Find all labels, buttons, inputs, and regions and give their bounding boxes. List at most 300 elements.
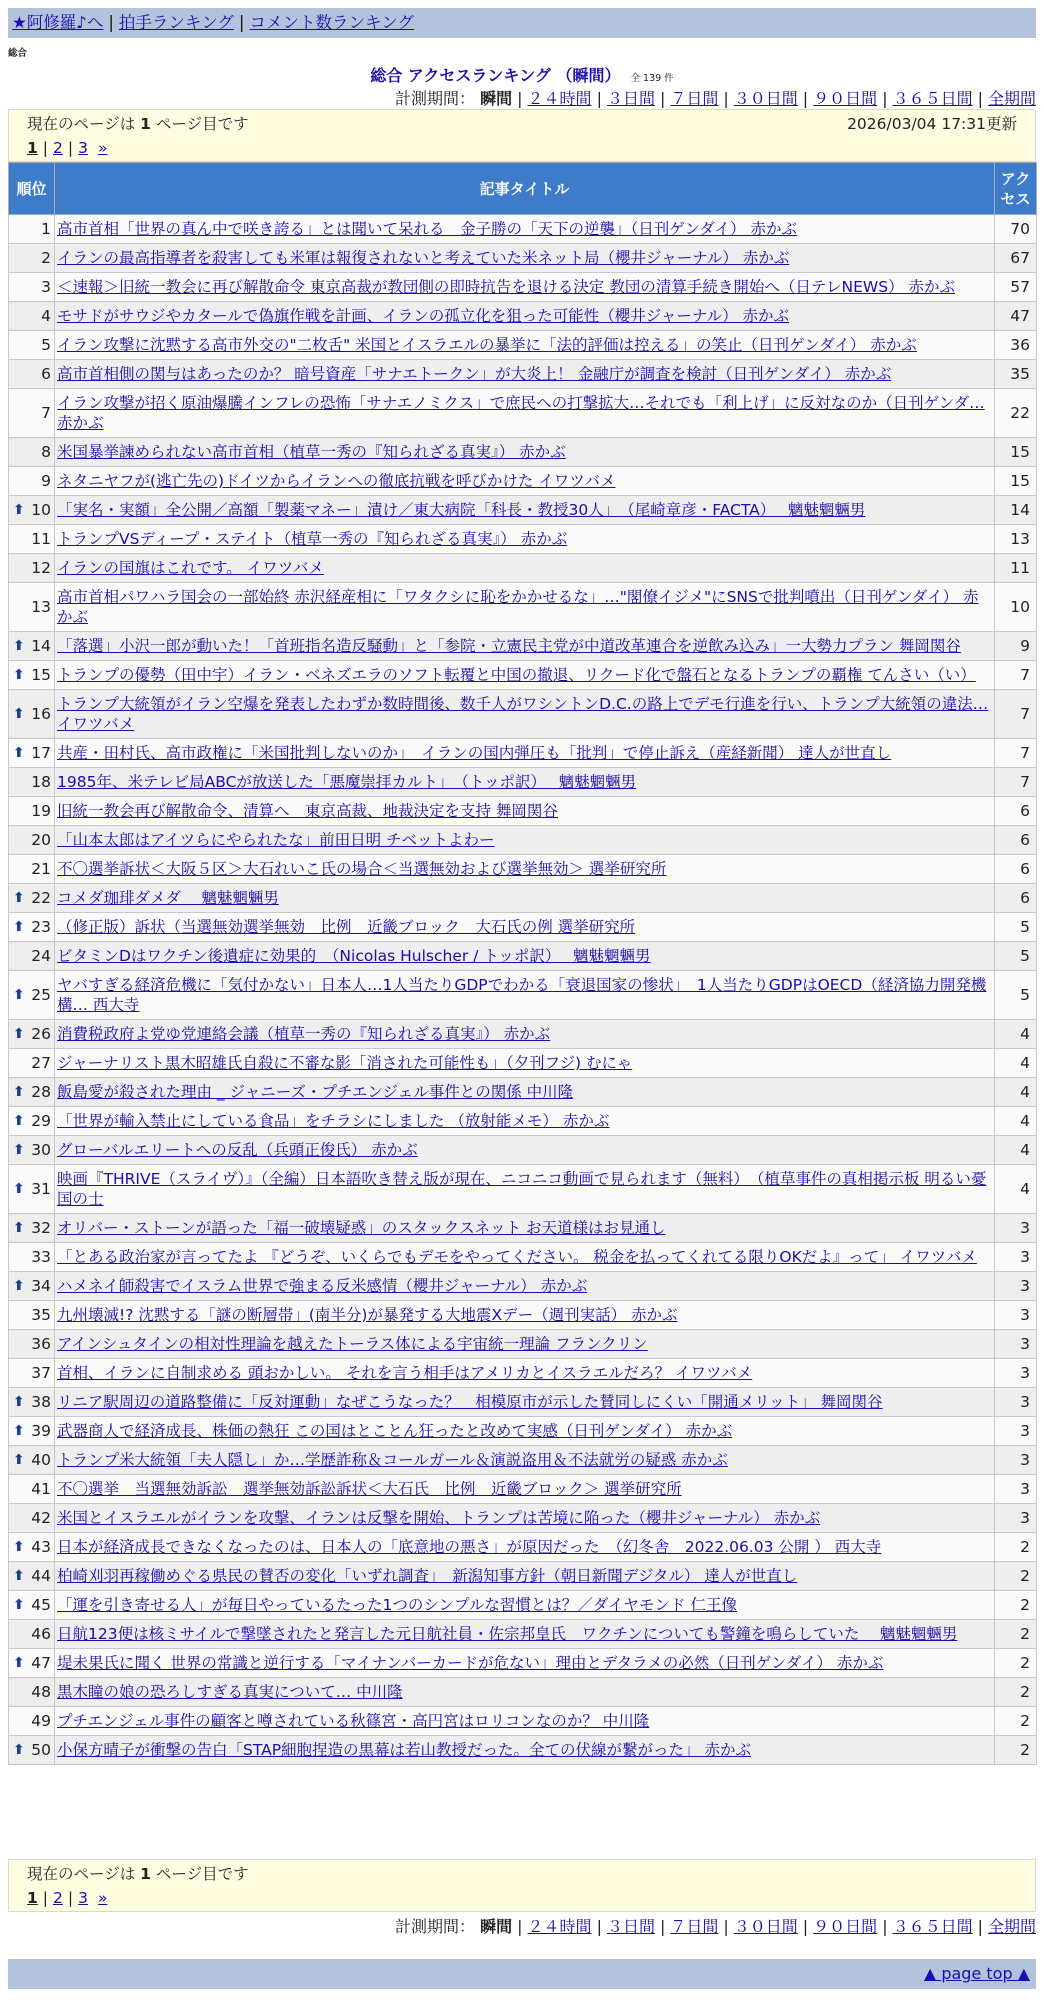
title-cell xyxy=(55,1020,995,1049)
title-cell xyxy=(55,1591,995,1620)
article-link[interactable]: ハメネイ師殺害でイスラム世界で強まる反米感情（櫻井ジャーナル） 赤かぶ xyxy=(57,1277,588,1295)
page-title xyxy=(8,63,1036,86)
rank-number: 9 xyxy=(41,472,51,490)
header-title: 記事タイトル xyxy=(55,163,995,215)
article-link[interactable]: トランプVSディープ・ステイト（植草一秀の『知られざる真実』） 赤かぶ xyxy=(57,530,568,548)
table-row xyxy=(9,302,1037,331)
rank-up-arrow-icon: ⬆ xyxy=(13,1142,25,1158)
table-row xyxy=(9,855,1037,884)
rank-up-arrow-icon: ⬆ xyxy=(13,1423,25,1439)
nav-link-comment-ranking[interactable]: コメント数ランキング xyxy=(249,13,414,32)
title-cell xyxy=(55,302,995,331)
article-link[interactable]: 「山本太郎はアイツらにやられたな」前田日明 チベットよわー xyxy=(57,831,495,849)
article-link[interactable]: ＜速報＞旧統一教会に再び解散命令 東京高裁が教団側の即時抗告を退ける決定 教団の清算手続き開始へ（日テレNEWS） 赤かぶ xyxy=(57,278,956,296)
rank-cell xyxy=(9,1243,55,1272)
rank-number: 15 xyxy=(31,666,51,684)
title-cell xyxy=(55,1475,995,1504)
table-row xyxy=(9,438,1037,467)
rank-up-arrow-icon: ⬆ xyxy=(13,1597,25,1613)
article-link[interactable]: 不〇選挙 当選無効訴訟 選挙無効訴訟訴状＜大石氏 比例 近畿ブロック＞ 選挙研究所 xyxy=(57,1480,682,1498)
rank-number: 37 xyxy=(31,1364,51,1382)
article-link[interactable]: ヤバすぎる経済危機に「気付かない」日本人…1人当たりGDPでわかる「衰退国家の惨状」 1人当たりGDPはOECD（経済協力開発機構… 西大寺 xyxy=(57,976,987,1014)
article-link[interactable]: 不〇選挙訴状＜大阪５区＞大石れいこ氏の場合＜当選無効および選挙無効＞ 選挙研究所 xyxy=(57,860,667,878)
article-link[interactable]: 高市首相「世界の真ん中で咲き誇る」とは聞いて呆れる 金子勝の「天下の逆襲」（日刊ゲンダイ） 赤かぶ xyxy=(57,220,797,238)
article-link[interactable]: 「落選」小沢一郎が動いた！「首班指名造反騒動」と「参院・立憲民主党が中道改革連合を逆飲み込み」一大勢力プラン 舞岡関谷 xyxy=(57,637,961,655)
rank-number: 2 xyxy=(41,249,51,267)
title-cell xyxy=(55,1272,995,1301)
rank-number: 16 xyxy=(31,705,51,723)
table-row xyxy=(9,1446,1037,1475)
article-link[interactable]: トランプ大統領がイラン空爆を発表したわずか数時間後、数千人がワシントンD.C.の路上でデモ行進を行い、トランプ大統領の違法… イワツバメ xyxy=(57,695,989,733)
title-cell xyxy=(55,1165,995,1214)
rank-number: 19 xyxy=(31,802,51,820)
access-count: 6 xyxy=(995,797,1037,826)
rank-cell xyxy=(9,1591,55,1620)
access-count: 3 xyxy=(995,1214,1037,1243)
access-count: 3 xyxy=(995,1504,1037,1533)
rank-up-arrow-icon: ⬆ xyxy=(13,638,25,654)
title-cell xyxy=(55,438,995,467)
article-link[interactable]: ジャーナリスト黒木昭雄氏自殺に不審な影「消された可能性も」（夕刊フジ) むにゃ xyxy=(57,1054,633,1072)
title-cell xyxy=(55,525,995,554)
rank-up-arrow-icon: ⬆ xyxy=(13,1084,25,1100)
page-top-link[interactable]: ▲ page top ▲ xyxy=(923,1964,1030,1983)
article-link[interactable]: トランプ米大統領「夫人隠し」か…学歴詐称＆コールガール＆演説盗用＆不法就労の疑惑 赤かぶ xyxy=(57,1451,728,1469)
table-row xyxy=(9,971,1037,1020)
rank-number: 18 xyxy=(31,773,51,791)
title-cell xyxy=(55,971,995,1020)
rank-cell xyxy=(9,1165,55,1214)
rank-number: 35 xyxy=(31,1306,51,1324)
rank-number: 14 xyxy=(31,637,51,655)
rank-up-arrow-icon: ⬆ xyxy=(13,987,25,1003)
table-row xyxy=(9,739,1037,768)
access-count: 4 xyxy=(995,1136,1037,1165)
rank-cell xyxy=(9,1620,55,1649)
footer-bar xyxy=(8,1959,1036,1989)
table-row xyxy=(9,1359,1037,1388)
rank-number: 30 xyxy=(31,1141,51,1159)
article-link[interactable]: リニア駅周辺の道路整備に「反対運動」なぜこうなった？ 相模原市が示した賛同しにくい「開通メリット」 舞岡関谷 xyxy=(57,1393,883,1411)
rank-up-arrow-icon: ⬆ xyxy=(13,667,25,683)
rank-number: 38 xyxy=(31,1393,51,1411)
rank-cell xyxy=(9,1272,55,1301)
article-link[interactable]: 柏崎刈羽再稼働めぐる県民の賛否の変化「いずれ調査」 新潟知事方針（朝日新聞デジタル） 達人が世直し xyxy=(57,1567,798,1585)
rank-up-arrow-icon: ⬆ xyxy=(13,502,25,518)
title-cell xyxy=(55,1562,995,1591)
article-link[interactable]: 高市首相パワハラ国会の一部始終 赤沢経産相に「ワタクシに恥をかかせるな」…"閣僚イジメ"にSNSで批判噴出（日刊ゲンダイ） 赤かぶ xyxy=(57,588,979,626)
table-row xyxy=(9,1243,1037,1272)
title-cell xyxy=(55,661,995,690)
rank-cell xyxy=(9,1078,55,1107)
rank-up-arrow-icon: ⬆ xyxy=(13,1394,25,1410)
article-link[interactable]: 九州壊滅!? 沈黙する「謎の断層帯」(南半分)が暴発する大地震Xデー（週刊実話） 赤かぶ xyxy=(57,1306,678,1324)
article-link[interactable]: 「運を引き寄せる人」が毎日やっているたった1つのシンプルな習慣とは？／ダイヤモンド 仁王像 xyxy=(57,1596,737,1614)
title-cell xyxy=(55,1214,995,1243)
article-link[interactable]: 日航123便は核ミサイルで撃墜されたと発言した元日航社員・佐宗邦皇氏 ワクチンについても警鐘を鳴らしていた 魑魅魍魎男 xyxy=(57,1625,958,1643)
rank-number: 1 xyxy=(41,220,51,238)
access-count: 2 xyxy=(995,1707,1037,1736)
rank-number: 12 xyxy=(31,559,51,577)
rank-up-arrow-icon: ⬆ xyxy=(13,745,25,761)
access-count: 7 xyxy=(995,739,1037,768)
table-row xyxy=(9,1272,1037,1301)
table-row xyxy=(9,632,1037,661)
rank-cell xyxy=(9,1359,55,1388)
rank-up-arrow-icon: ⬆ xyxy=(13,1181,25,1197)
access-count: 2 xyxy=(995,1533,1037,1562)
updated-timestamp: 2026/03/04 17:31更新 xyxy=(847,115,1017,133)
table-row xyxy=(9,467,1037,496)
rank-cell xyxy=(9,331,55,360)
rank-up-arrow-icon: ⬆ xyxy=(13,1568,25,1584)
period-current: 瞬間 xyxy=(480,89,513,108)
title-cell xyxy=(55,1446,995,1475)
article-link[interactable]: 首相、イランに自制求める 頭おかしい。 それを言う相手はアメリカとイスラエルだろ？ イワツバメ xyxy=(57,1364,753,1382)
rank-up-arrow-icon: ⬆ xyxy=(13,1539,25,1555)
period-selector-bottom: 計測期間： 瞬間 | ２４時間 | ３日間 | ７日間 | ３０日間 | ９０日間 | ３６５日間 | 全期間 xyxy=(395,1917,1036,1936)
period-24h[interactable]: ２４時間 xyxy=(527,89,592,108)
rank-up-arrow-icon: ⬆ xyxy=(13,1452,25,1468)
rank-cell xyxy=(9,768,55,797)
title-cell xyxy=(55,1136,995,1165)
rank-number: 42 xyxy=(31,1509,51,1527)
article-link[interactable]: トランプの優勢（田中宇）イラン・ベネズエラのソフト転覆と中国の撤退、リクード化で盤石となるトランプの覇権 てんさい（い） xyxy=(57,666,976,684)
page-info-top xyxy=(8,109,1036,162)
access-count: 3 xyxy=(995,1388,1037,1417)
access-count: 3 xyxy=(995,1417,1037,1446)
current-page-text: 現在のページは 1 ページ目です xyxy=(27,115,249,133)
article-link[interactable]: 高市首相側の関与はあったのか？ 暗号資産「サナエトークン」が大炎上！ 金融庁が調査を検討（日刊ゲンダイ） 赤かぶ xyxy=(57,365,892,383)
rank-up-arrow-icon: ⬆ xyxy=(13,1655,25,1671)
rank-cell xyxy=(9,302,55,331)
period-selector-top: 計測期間： 瞬間 | ２４時間 | ３日間 | ７日間 | ３０日間 | ９０日間 | ３６５日間 | 全期間 xyxy=(395,89,1036,108)
access-count: 4 xyxy=(995,1078,1037,1107)
rank-cell xyxy=(9,215,55,244)
access-count: 4 xyxy=(995,1049,1037,1078)
rank-cell xyxy=(9,244,55,273)
access-count: 22 xyxy=(995,389,1037,438)
article-link[interactable]: プチエンジェル事件の顧客と噂されている秋篠宮・高円宮はロリコンなのか？ 中川隆 xyxy=(57,1712,650,1730)
category-label: 総合 xyxy=(8,48,28,59)
rank-cell xyxy=(9,1446,55,1475)
pager-next[interactable]: » xyxy=(98,139,108,157)
article-link[interactable]: 黒木瞳の娘の恐ろしすぎる真実について… 中川隆 xyxy=(57,1683,403,1701)
rank-number: 34 xyxy=(31,1277,51,1295)
period-365d[interactable]: ３６５日間 xyxy=(892,1917,973,1936)
title-cell xyxy=(55,467,995,496)
access-count: 6 xyxy=(995,884,1037,913)
access-count: 5 xyxy=(995,913,1037,942)
rank-cell xyxy=(9,1649,55,1678)
rank-number: 32 xyxy=(31,1219,51,1237)
period-current: 瞬間 xyxy=(480,1917,513,1936)
period-30d[interactable]: ３０日間 xyxy=(733,89,798,108)
table-row xyxy=(9,525,1037,554)
access-count: 3 xyxy=(995,1359,1037,1388)
table-row xyxy=(9,273,1037,302)
nav-link-clap-ranking[interactable]: 拍手ランキング xyxy=(118,13,234,32)
rank-cell xyxy=(9,1707,55,1736)
title-cell xyxy=(55,1736,995,1765)
table-row xyxy=(9,661,1037,690)
access-count: 5 xyxy=(995,971,1037,1020)
article-link[interactable]: 「世界が輸入禁止にしている食品」をチラシにしました （放射能メモ） 赤かぶ xyxy=(57,1112,610,1130)
rank-cell xyxy=(9,1049,55,1078)
title-cell xyxy=(55,1504,995,1533)
title-cell xyxy=(55,942,995,971)
title-cell xyxy=(55,768,995,797)
article-link[interactable]: 旧統一教会再び解散命令、清算へ 東京高裁、地裁決定を支持 舞岡関谷 xyxy=(57,802,558,820)
article-link[interactable]: イランの国旗はこれです。 イワツバメ xyxy=(57,559,324,577)
pager-bottom: 1 | 2 | 3 » xyxy=(27,1889,108,1907)
table-row xyxy=(9,1049,1037,1078)
access-count: 36 xyxy=(995,331,1037,360)
article-link[interactable]: コメダ珈琲ダメダ 魑魅魍魎男 xyxy=(57,889,279,907)
page-title-text: 総合 アクセスランキング （瞬間） xyxy=(370,66,621,85)
table-row xyxy=(9,1078,1037,1107)
title-cell xyxy=(55,273,995,302)
table-row xyxy=(9,331,1037,360)
table-row xyxy=(9,215,1037,244)
rank-cell xyxy=(9,1136,55,1165)
table-row xyxy=(9,1417,1037,1446)
period-all[interactable]: 全期間 xyxy=(987,89,1036,108)
rank-number: 31 xyxy=(31,1180,51,1198)
rank-up-arrow-icon: ⬆ xyxy=(13,1026,25,1042)
title-cell xyxy=(55,913,995,942)
rank-cell xyxy=(9,1388,55,1417)
article-link[interactable]: モサドがサウジやカタールで偽旗作戦を計画、イランの孤立化を狙った可能性（櫻井ジャーナル） 赤かぶ xyxy=(57,307,790,325)
title-cell xyxy=(55,583,995,632)
access-count: 4 xyxy=(995,1107,1037,1136)
title-cell xyxy=(55,360,995,389)
title-cell xyxy=(55,389,995,438)
title-cell xyxy=(55,1049,995,1078)
article-link[interactable]: 武器商人で経済成長、株価の熱狂 この国はとことん狂ったと改めて実感（日刊ゲンダイ） 赤かぶ xyxy=(57,1422,733,1440)
access-count: 3 xyxy=(995,1330,1037,1359)
article-link[interactable]: 堤未果氏に聞く 世界の常識と逆行する「マイナンバーカードが危ない」理由とデタラメの必然（日刊ゲンダイ） 赤かぶ xyxy=(57,1654,884,1672)
article-link[interactable]: 「とある政治家が言ってたよ 『どうぞ、いくらでもデモをやってください。 税金を払ってくれてる限りOKだよ』って」 イワツバメ xyxy=(57,1248,977,1266)
title-cell xyxy=(55,554,995,583)
title-cell xyxy=(55,855,995,884)
access-count: 2 xyxy=(995,1736,1037,1765)
rank-number: 8 xyxy=(41,443,51,461)
title-cell xyxy=(55,1388,995,1417)
period-3d[interactable]: ３日間 xyxy=(606,89,655,108)
table-row xyxy=(9,1562,1037,1591)
rank-cell xyxy=(9,438,55,467)
table-row xyxy=(9,884,1037,913)
table-row xyxy=(9,913,1037,942)
pager-next[interactable]: » xyxy=(98,1889,108,1907)
title-cell xyxy=(55,331,995,360)
article-link[interactable]: イラン攻撃が招く原油爆騰インフレの恐怖「サナエノミクス」で庶民への打撃拡大…それでも「利上げ」に反対なのか（日刊ゲンダ… 赤かぶ xyxy=(57,394,985,432)
title-cell xyxy=(55,1301,995,1330)
rank-cell xyxy=(9,1736,55,1765)
title-cell xyxy=(55,1330,995,1359)
article-link[interactable]: 1985年、米テレビ局ABCが放送した「悪魔崇拝カルト」 （トッポ訳） 魑魅魍魎男 xyxy=(57,773,637,791)
table-row xyxy=(9,1214,1037,1243)
rank-number: 45 xyxy=(31,1596,51,1614)
article-link[interactable]: 小保方晴子が衝撃の告白「STAP細胞捏造の黒幕は若山教授だった。全ての伏線が繋がった」 赤かぶ xyxy=(57,1741,751,1759)
table-row xyxy=(9,1504,1037,1533)
rank-number: 10 xyxy=(31,501,51,519)
title-cell xyxy=(55,1107,995,1136)
header-access: アクセス xyxy=(995,163,1037,215)
rank-cell xyxy=(9,467,55,496)
title-cell xyxy=(55,797,995,826)
nav-link-asyura[interactable]: ★阿修羅♪へ xyxy=(12,13,104,32)
rank-cell xyxy=(9,1214,55,1243)
rank-number: 20 xyxy=(31,831,51,849)
article-link[interactable]: アインシュタインの相対性理論を越えたトーラス体による宇宙統一理論 フランクリン xyxy=(57,1335,648,1353)
table-row xyxy=(9,583,1037,632)
rank-number: 17 xyxy=(31,744,51,762)
pager-page-3[interactable]: 3 xyxy=(78,1889,89,1907)
access-count: 3 xyxy=(995,1243,1037,1272)
period-365d[interactable]: ３６５日間 xyxy=(892,89,973,108)
article-link[interactable]: ビタミンDはワクチン後遺症に効果的 （Nicolas Hulscher / トッポ訳） 魑魅魍魎男 xyxy=(57,947,651,965)
total-count: 全 139 件 xyxy=(630,73,674,84)
article-link[interactable]: 「実名・実額」全公開／高額「製薬マネー」漬け／東大病院「科長・教授30人」 （尾崎章彦・FACTA） 魑魅魍魎男 xyxy=(57,501,866,519)
period-label: 計測期間： xyxy=(395,1917,476,1936)
nav-separator: | xyxy=(238,13,245,32)
period-label: 計測期間： xyxy=(395,89,476,108)
title-cell xyxy=(55,1678,995,1707)
rank-up-arrow-icon: ⬆ xyxy=(13,1278,25,1294)
rank-up-arrow-icon: ⬆ xyxy=(13,890,25,906)
period-7d[interactable]: ７日間 xyxy=(670,89,719,108)
pager-current: 1 xyxy=(27,139,38,157)
rank-number: 36 xyxy=(31,1335,51,1353)
period-all[interactable]: 全期間 xyxy=(987,1917,1036,1936)
article-link[interactable]: イランの最高指導者を殺害しても米軍は報復されないと考えていた米ネット局（櫻井ジャーナル） 赤かぶ xyxy=(57,249,790,267)
table-row xyxy=(9,496,1037,525)
pager-page-3[interactable]: 3 xyxy=(78,139,89,157)
table-row xyxy=(9,768,1037,797)
current-page-text-bottom: 現在のページは 1 ページ目です xyxy=(27,1865,249,1883)
rank-cell xyxy=(9,855,55,884)
rank-cell xyxy=(9,1475,55,1504)
rank-number: 46 xyxy=(31,1625,51,1643)
table-row xyxy=(9,1107,1037,1136)
access-count: 47 xyxy=(995,302,1037,331)
title-cell xyxy=(55,1533,995,1562)
pager-page-2[interactable]: 2 xyxy=(53,1889,63,1907)
rank-up-arrow-icon: ⬆ xyxy=(13,919,25,935)
access-count: 2 xyxy=(995,1620,1037,1649)
access-count: 9 xyxy=(995,632,1037,661)
rank-number: 41 xyxy=(31,1480,51,1498)
article-link[interactable]: オリバー・ストーンが語った「福一破壊疑惑」のスタックスネット お天道様はお見通し xyxy=(57,1219,666,1237)
article-link[interactable]: 共産・田村氏、高市政権に「米国批判しないのか」 イランの国内弾圧も「批判」で停止訴え（産経新聞） 達人が世直し xyxy=(57,744,892,762)
rank-number: 47 xyxy=(31,1654,51,1672)
title-cell xyxy=(55,1078,995,1107)
article-link[interactable]: イラン攻撃に沈黙する高市外交の"二枚舌" 米国とイスラエルの暴挙に「法的評価は控える」の笑止（日刊ゲンダイ） 赤かぶ xyxy=(57,336,917,354)
period-3d[interactable]: ３日間 xyxy=(606,1917,655,1936)
article-link[interactable]: 米国とイスラエルがイランを攻撃、イランは反撃を開始、トランプは苦境に陥った（櫻井ジャーナル） 赤かぶ xyxy=(57,1509,821,1527)
article-link[interactable]: 消費税政府よ党ゆ党連絡会議（植草一秀の『知られざる真実』） 赤かぶ xyxy=(57,1025,551,1043)
pager-top: 1 | 2 | 3 » xyxy=(27,139,108,157)
table-row xyxy=(9,554,1037,583)
rank-cell xyxy=(9,1020,55,1049)
table-row xyxy=(9,1136,1037,1165)
table-row xyxy=(9,797,1037,826)
period-30d[interactable]: ３０日間 xyxy=(733,1917,798,1936)
access-count: 10 xyxy=(995,583,1037,632)
article-link[interactable]: グローバルエリートへの反乱（兵頭正俊氏） 赤かぶ xyxy=(57,1141,418,1159)
rank-cell xyxy=(9,554,55,583)
rank-cell xyxy=(9,1504,55,1533)
access-count: 3 xyxy=(995,1475,1037,1504)
access-count: 6 xyxy=(995,826,1037,855)
rank-cell xyxy=(9,525,55,554)
title-cell xyxy=(55,739,995,768)
title-cell xyxy=(55,1417,995,1446)
period-7d[interactable]: ７日間 xyxy=(670,1917,719,1936)
title-cell xyxy=(55,1620,995,1649)
access-count: 13 xyxy=(995,525,1037,554)
period-90d[interactable]: ９０日間 xyxy=(813,1917,878,1936)
article-link[interactable]: （修正版）訴状（当選無効選挙無効 比例 近畿ブロック 大石氏の例 選挙研究所 xyxy=(57,918,636,936)
rank-number: 3 xyxy=(41,278,51,296)
table-row xyxy=(9,1649,1037,1678)
article-link[interactable]: 映画『THRIVE（スライヴ）』（全編）日本語吹き替え版が現在、ニコニコ動画で見られます（無料） （植草事件の真相掲示板 明るい憂国の士 xyxy=(57,1170,987,1208)
article-link[interactable]: 日本が経済成長できなくなったのは、日本人の「底意地の悪さ」が原因だった （幻冬舎 2022.06.03 公開 ） 西大寺 xyxy=(57,1538,882,1556)
access-count: 3 xyxy=(995,1301,1037,1330)
rank-cell xyxy=(9,690,55,739)
rank-cell xyxy=(9,942,55,971)
pager-page-2[interactable]: 2 xyxy=(53,139,63,157)
access-count: 2 xyxy=(995,1591,1037,1620)
title-cell xyxy=(55,1243,995,1272)
rank-cell xyxy=(9,661,55,690)
rank-number: 13 xyxy=(31,598,51,616)
table-row xyxy=(9,1388,1037,1417)
table-row xyxy=(9,1330,1037,1359)
rank-cell xyxy=(9,913,55,942)
article-link[interactable]: 飯島愛が殺された理由 _ ジャニーズ・プチエンジェル事件との関係 中川隆 xyxy=(57,1083,574,1101)
ranking-table xyxy=(8,162,1037,1765)
pager-current: 1 xyxy=(27,1889,38,1907)
table-row xyxy=(9,244,1037,273)
period-90d[interactable]: ９０日間 xyxy=(813,89,878,108)
access-count: 2 xyxy=(995,1562,1037,1591)
rank-number: 49 xyxy=(31,1712,51,1730)
header-rank: 順位 xyxy=(9,163,55,215)
rank-number: 23 xyxy=(31,918,51,936)
rank-number: 22 xyxy=(31,889,51,907)
table-row xyxy=(9,1165,1037,1214)
article-link[interactable]: ネタニヤフが(逃亡先の)ドイツからイランへの徹底抗戦を呼びかけた イワツバメ xyxy=(57,472,616,490)
rank-cell xyxy=(9,273,55,302)
access-count: 6 xyxy=(995,855,1037,884)
article-link[interactable]: 米国暴挙諫められない高市首相（植草一秀の『知られざる真実』） 赤かぶ xyxy=(57,443,566,461)
table-row xyxy=(9,826,1037,855)
rank-number: 33 xyxy=(31,1248,51,1266)
title-cell xyxy=(55,1707,995,1736)
access-count: 2 xyxy=(995,1678,1037,1707)
rank-cell xyxy=(9,826,55,855)
table-row xyxy=(9,1301,1037,1330)
rank-number: 5 xyxy=(41,336,51,354)
rank-cell xyxy=(9,1533,55,1562)
period-24h[interactable]: ２４時間 xyxy=(527,1917,592,1936)
rank-number: 26 xyxy=(31,1025,51,1043)
title-cell xyxy=(55,1359,995,1388)
rank-cell xyxy=(9,884,55,913)
